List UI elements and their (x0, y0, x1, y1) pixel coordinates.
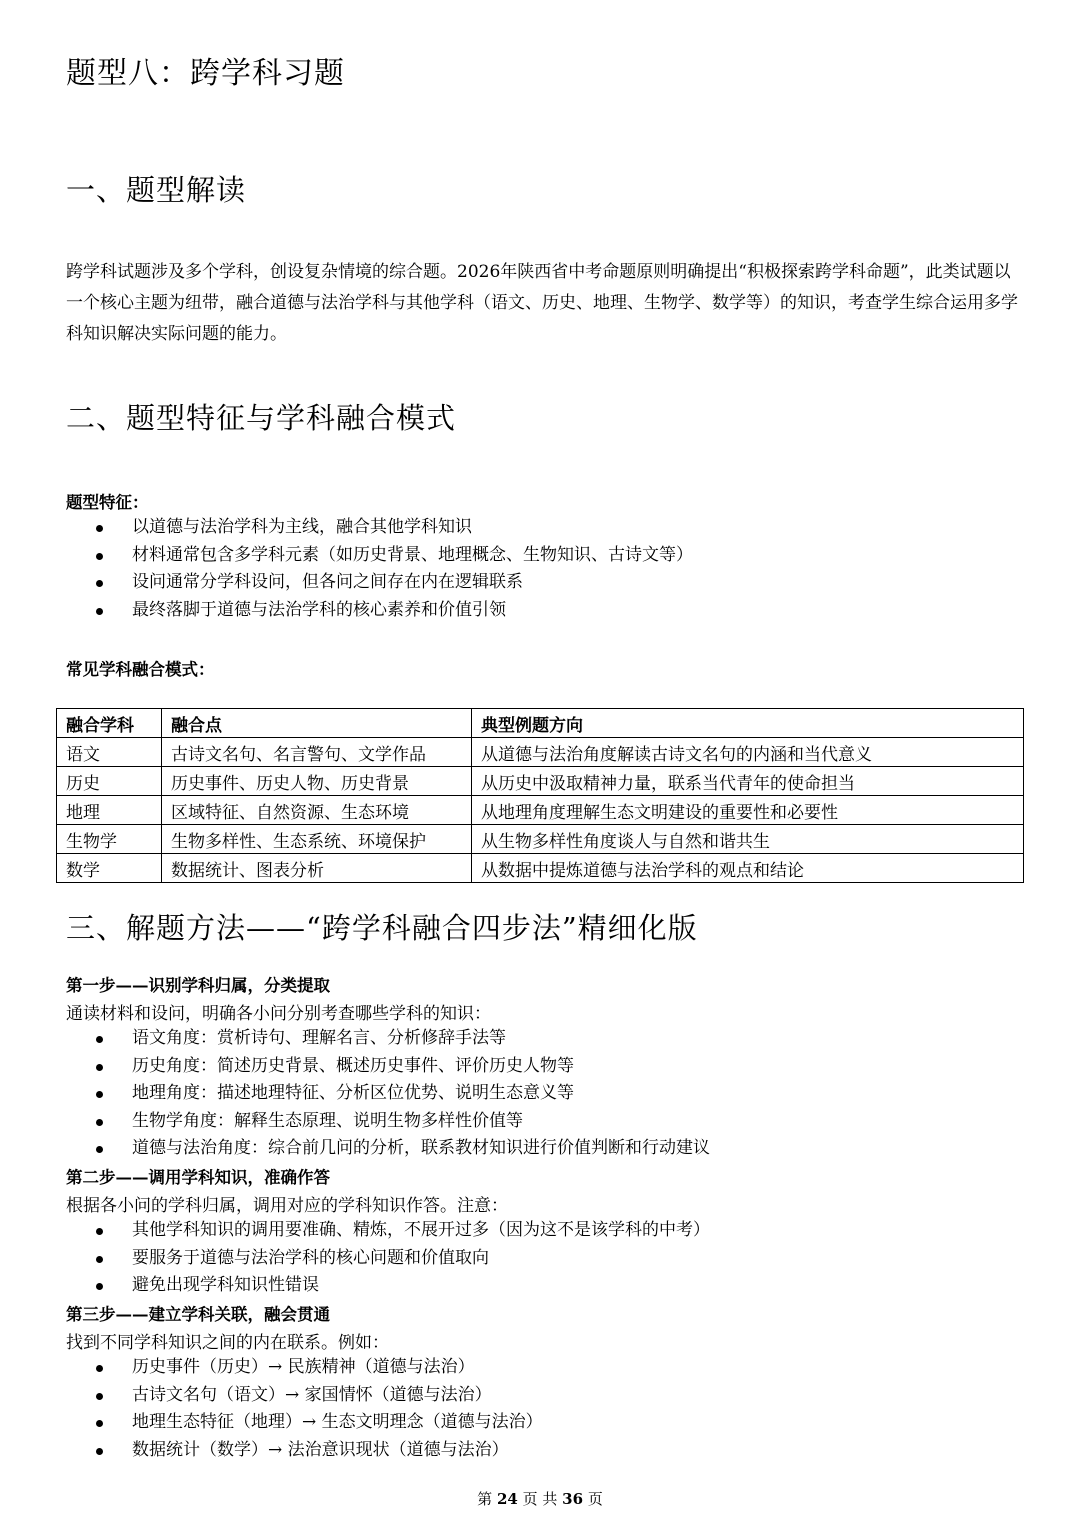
table-row (57, 796, 1024, 825)
table-cell: 历史 (57, 767, 162, 796)
bullet-icon (96, 1091, 103, 1098)
step2-lead: 根据各小问的学科归属，调用对应的学科知识作答。注意： (66, 1196, 508, 1216)
bullet-icon (96, 1420, 103, 1427)
list-item: 材料通常包含多学科元素（如历史背景、地理概念、生物知识、古诗文等） (92, 542, 693, 570)
current-page-number: 24 (496, 1490, 518, 1508)
step3-title: 第三步——建立学科关联，融会贯通 (66, 1305, 330, 1324)
bullet-icon (96, 553, 103, 560)
total-page-count: 36 (562, 1490, 584, 1508)
section1-paragraph: 跨学科试题涉及多个学科，创设复杂情境的综合题。2026年陕西省中考命题原则明确提出“积极探索跨学科命题”，此类试题以一个核心主题为纽带，融合道德与法治学科与其他学科（语文、历史、地理、生物学、数学等）的知识，考查学生综合运用多学科知识解决实际问题的能力。 (66, 262, 1018, 344)
bullet-icon (96, 608, 103, 615)
list-item: 避免出现学科知识性错误 (92, 1272, 710, 1300)
features-label: 题型特征： (66, 493, 149, 512)
section3-heading: 三、解题方法——“跨学科融合四步法”精细化版 (66, 911, 698, 945)
list-item: 地理角度：描述地理特征、分析区位优势、说明生态意义等 (92, 1080, 710, 1108)
table-cell: 生物学 (57, 825, 162, 854)
table-cell: 从地理角度理解生态文明建设的重要性和必要性 (472, 796, 1024, 825)
bullet-icon (96, 1393, 103, 1400)
bullet-icon (96, 1365, 103, 1372)
footer-prefix: 第 (477, 1490, 493, 1508)
section2-heading: 二、题型特征与学科融合模式 (66, 401, 457, 435)
list-item: 古诗文名句（语文）→ 家国情怀（道德与法治） (92, 1382, 543, 1410)
list-item: 设问通常分学科设问，但各问之间存在内在逻辑联系 (92, 569, 693, 597)
list-item: 地理生态特征（地理）→ 生态文明理念（道德与法治） (92, 1409, 543, 1437)
step2-title: 第二步——调用学科知识，准确作答 (66, 1168, 330, 1187)
table-cell: 区域特征、自然资源、生态环境 (162, 796, 472, 825)
section1-heading: 一、题型解读 (66, 173, 247, 207)
bullet-icon (96, 525, 103, 532)
bullet-icon (96, 1119, 103, 1126)
bullet-icon (96, 1256, 103, 1263)
list-item: 生物学角度：解释生态原理、说明生物多样性价值等 (92, 1108, 710, 1136)
list-item: 要服务于道德与法治学科的核心问题和价值取向 (92, 1245, 710, 1273)
fusion-table (56, 708, 1024, 883)
list-item: 其他学科知识的调用要准确、精炼，不展开过多（因为这不是该学科的中考） (92, 1217, 710, 1245)
column-header: 融合点 (162, 709, 472, 738)
column-header: 典型例题方向 (472, 709, 1024, 738)
table-cell: 从数据中提炼道德与法治学科的观点和结论 (472, 854, 1024, 883)
bullet-icon (96, 1146, 103, 1153)
page-footer (0, 1488, 1080, 1509)
list-item: 以道德与法治学科为主线，融合其他学科知识 (92, 514, 693, 542)
list-item: 数据统计（数学）→ 法治意识现状（道德与法治） (92, 1437, 543, 1465)
bullet-icon (96, 1036, 103, 1043)
list-item: 语文角度：赏析诗句、理解名言、分析修辞手法等 (92, 1025, 710, 1053)
list-item: 道德与法治角度：综合前几问的分析，联系教材知识进行价值判断和行动建议 (92, 1135, 710, 1163)
bullet-icon (96, 1448, 103, 1455)
bullet-icon (96, 1283, 103, 1290)
table-row (57, 738, 1024, 767)
footer-middle: 页 共 (522, 1490, 558, 1508)
list-item: 最终落脚于道德与法治学科的核心素养和价值引领 (92, 597, 693, 625)
bullet-icon (96, 580, 103, 587)
table-row (57, 767, 1024, 796)
list-item: 历史事件（历史）→ 民族精神（道德与法治） (92, 1354, 543, 1382)
step1-list (92, 1025, 710, 1163)
table-row (57, 825, 1024, 854)
table-cell: 地理 (57, 796, 162, 825)
table-cell: 历史事件、历史人物、历史背景 (162, 767, 472, 796)
table-cell: 古诗文名句、名言警句、文学作品 (162, 738, 472, 767)
table-cell: 从道德与法治角度解读古诗文名句的内涵和当代意义 (472, 738, 1024, 767)
modes-label: 常见学科融合模式： (66, 660, 215, 679)
table-cell: 数据统计、图表分析 (162, 854, 472, 883)
footer-suffix: 页 (587, 1490, 603, 1508)
page-title: 题型八：跨学科习题 (66, 56, 345, 91)
bullet-icon (96, 1064, 103, 1071)
column-header: 融合学科 (57, 709, 162, 738)
step1-lead: 通读材料和设问，明确各小问分别考查哪些学科的知识： (66, 1004, 491, 1024)
step3-lead: 找到不同学科知识之间的内在联系。例如： (66, 1333, 389, 1353)
step1-title: 第一步——识别学科归属，分类提取 (66, 976, 330, 995)
table-cell: 从历史中汲取精神力量，联系当代青年的使命担当 (472, 767, 1024, 796)
table-cell: 从生物多样性角度谈人与自然和谐共生 (472, 825, 1024, 854)
step3-list (92, 1354, 543, 1464)
table-cell: 语文 (57, 738, 162, 767)
table-cell: 数学 (57, 854, 162, 883)
table-row (57, 854, 1024, 883)
table-cell: 生物多样性、生态系统、环境保护 (162, 825, 472, 854)
features-list (92, 514, 693, 624)
table-header-row (57, 709, 1024, 738)
step2-list (92, 1217, 710, 1300)
list-item: 历史角度：简述历史背景、概述历史事件、评价历史人物等 (92, 1053, 710, 1081)
bullet-icon (96, 1228, 103, 1235)
